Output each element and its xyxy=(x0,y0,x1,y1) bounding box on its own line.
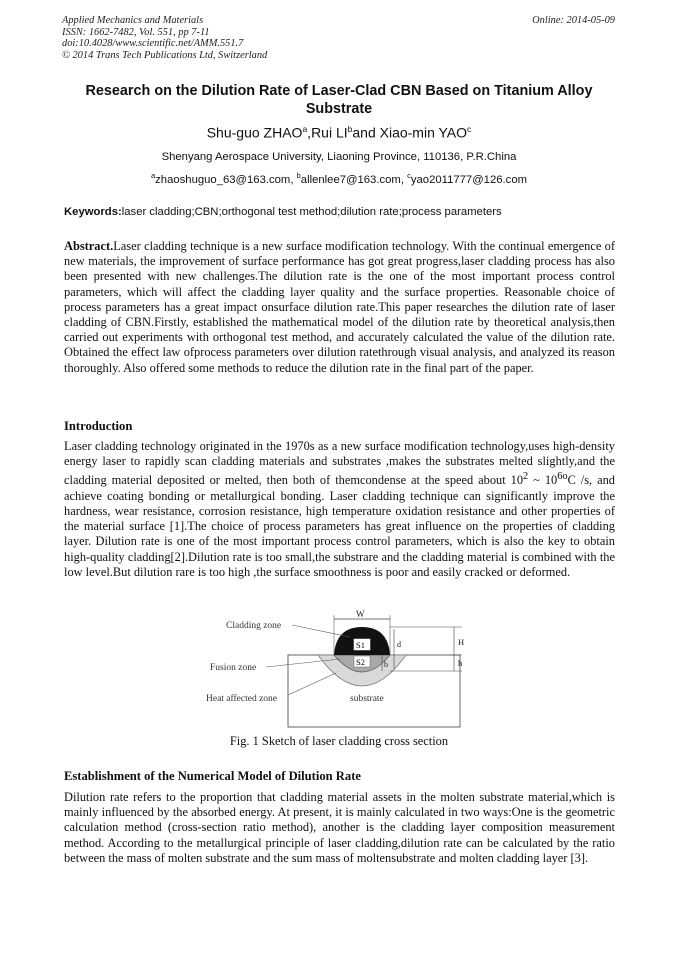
author-2: Rui LI xyxy=(311,124,348,141)
issn-line: ISSN: 1662-7482, Vol. 551, pp 7-11 xyxy=(62,26,210,38)
keywords-label: Keywords: xyxy=(64,206,122,218)
intro-text-1: Laser cladding technology originated in the 1970s as a new surface modification technology,uses high-density energy laser to rapidly scan cladding materials and substrates ,makes the substrates melted slightly,and the cladding material deposited or melted, then both of themcondense at the speed about 10 xyxy=(64,439,615,488)
intro-text-2: ~ 10 xyxy=(528,473,558,488)
cladding-zone-label: Cladding zone xyxy=(226,621,282,631)
journal-header xyxy=(62,15,267,61)
w-label: W xyxy=(356,609,365,619)
affiliation: Shenyang Aerospace University, Liaoning Province, 110136, P.R.China xyxy=(161,151,517,163)
online-date: Online: 2014-05-09 xyxy=(532,15,615,26)
fusion-zone-label: Fusion zone xyxy=(210,663,257,673)
abstract xyxy=(64,239,615,376)
establishment-paragraph: Dilution rate refers to the proportion that cladding material assets in the molten substrate material,which is mainly influenced by the absorbed energy. At present, it is mainly calculated in two ways:One is the geometric calculation method (cross-section ratio method), another is the cladding layer composition measurement method. According to the metallurgical principle of laser cladding,dilution rate can be calculated by the ratio between the mass of molten substrate and the sum mass of moltensubstrate and molten cladding layer [3]. xyxy=(64,790,615,865)
h-upper-label: H xyxy=(458,637,465,647)
author-3: Xiao-min YAO xyxy=(379,124,468,141)
email-c-sup: c xyxy=(407,171,411,180)
h-lower-label: h xyxy=(458,658,463,668)
cladding-leader xyxy=(292,625,350,637)
keywords-text: laser cladding;CBN;orthogonal test method;dilution rate;process parameters xyxy=(121,206,502,218)
author-line xyxy=(0,124,678,141)
introduction-heading: Introduction xyxy=(64,419,133,433)
email-b-sup: b xyxy=(296,171,301,180)
author-1: Shu-guo ZHAO xyxy=(206,124,303,141)
email-c: yao2011777@126.com xyxy=(410,173,528,186)
abstract-label: Abstract. xyxy=(64,239,114,253)
doi-line: doi:10.4028/www.scientific.net/AMM.551.7 xyxy=(62,38,244,50)
author-and: and xyxy=(352,124,380,141)
b-label: b xyxy=(384,660,388,669)
intro-text-3: C /s, and achieve coating bonding or metallurgical bonding. Laser cladding technique can significantly improve the hardness, wear resistance, corrosion resistance, high temperature oxidation resistance and other properties of the material surface [1].The choice of process parameters has great influence on the properties of cladding layer. Dilution rate is one of the most important process control parameters, which is also the key to obtain high-quality cladding[2].Dilution rate is too small,the substrare and the cladding material is combined with the low level.But dilution rare is too high ,the surface smoothness is poor and easily cracked or deformed. xyxy=(64,473,616,579)
abstract-text: Laser cladding technique is a new surface modification technology. With the continual emergence of new materials, the improvement of surface performance has got great progress,laser cladding process has also been presented with new challenges.The dilution rate is the one of the most important process control parameters, which will affect the cladding layer quality and the surface properties. Reasonable choice of process parameters has a great impact onsurface dilution rate.This paper researches the dilution rate of laser cladding of CBN.Firstly, established the mathematical model of the dilution rate by theoretical analysis,then carried out experiments with orthogonal test method, and accurately calculated the value of the dilution rate. Obtained the effect law ofprocess parameters over dilution ratethrough visual analysis, and analyzed its reason thoroughly. Also offered some methods to reduce the dilution rate in the final part of the paper. xyxy=(64,239,615,375)
d-label: d xyxy=(397,640,401,649)
author-1-sup: a xyxy=(302,124,308,134)
intro-sup-3: o xyxy=(562,471,568,483)
introduction-paragraph xyxy=(64,439,615,580)
author-2-sup: b xyxy=(347,124,353,134)
heat-zone-label: Heat affected zone xyxy=(206,694,278,704)
substrate-label: substrate xyxy=(350,694,384,704)
paper-title: Research on the Dilution Rate of Laser-Clad CBN Based on Titanium Alloy Substrate xyxy=(85,83,593,117)
email-b: allenlee7@163.com, xyxy=(300,173,408,186)
figure-caption: Fig. 1 Sketch of laser cladding cross section xyxy=(229,734,449,748)
email-a-sup: a xyxy=(150,171,156,180)
s1-label: S1 xyxy=(356,640,365,650)
email-line xyxy=(0,171,678,186)
journal-name: Applied Mechanics and Materials xyxy=(62,15,204,26)
author-3-sup: c xyxy=(467,124,472,134)
s2-label: S2 xyxy=(356,657,365,667)
author-sep: , xyxy=(307,124,312,141)
cladding-cross-section-figure xyxy=(200,609,490,729)
keywords xyxy=(64,206,616,218)
email-a: zhaoshuguo_63@163.com, xyxy=(155,173,297,186)
intro-sup-2: 6 xyxy=(557,471,563,483)
intro-sup-1: 2 xyxy=(523,471,529,483)
copyright-line: © 2014 Trans Tech Publications Ltd, Switzerland xyxy=(62,49,268,61)
establishment-heading: Establishment of the Numerical Model of Dilution Rate xyxy=(64,769,361,783)
